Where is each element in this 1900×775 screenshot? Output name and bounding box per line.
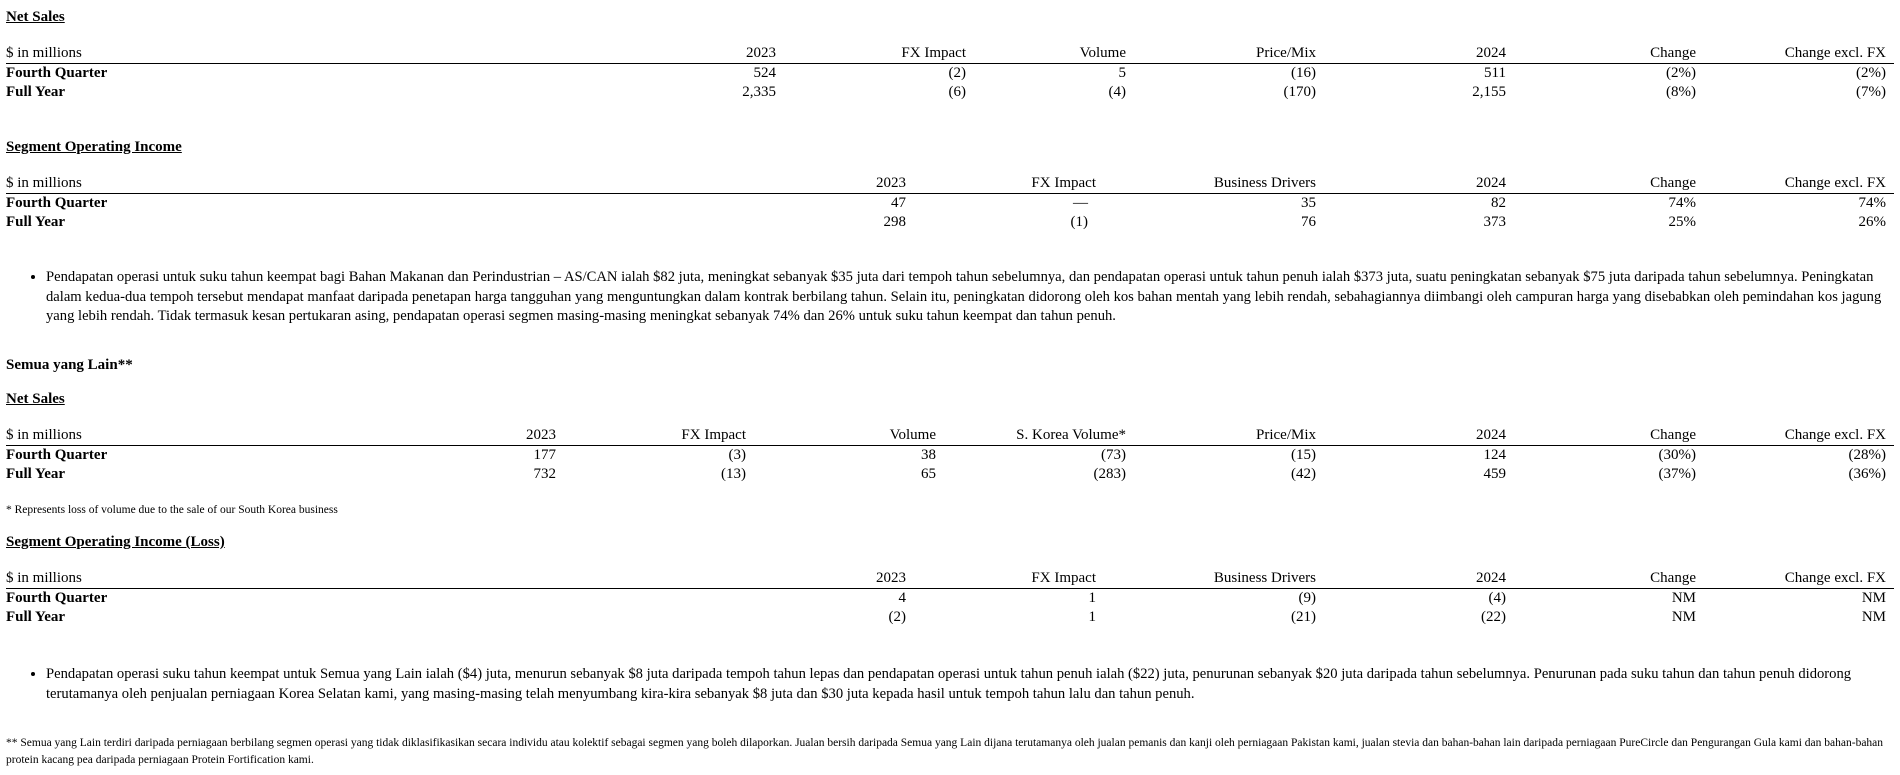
table-cell: (2) <box>948 65 966 81</box>
table-cell: 1 <box>1088 609 1096 625</box>
column-header: 2024 <box>1324 44 1514 64</box>
column-header: Change <box>1514 426 1704 446</box>
table-cell: 35 <box>1301 195 1316 211</box>
table-cell: (283) <box>1093 466 1126 482</box>
table-cell: 373 <box>1483 214 1506 230</box>
table-cell: (13) <box>721 466 746 482</box>
table-cell: 74% <box>1668 195 1696 211</box>
column-header: 2024 <box>1324 174 1514 194</box>
column-header: 2023 <box>664 44 784 64</box>
table-cell: 298 <box>883 214 906 230</box>
table-cell: 2,335 <box>742 84 776 100</box>
table-row <box>6 64 1894 84</box>
table-cell: (73) <box>1101 447 1126 463</box>
others-operating-income-title: Segment Operating Income (Loss) <box>6 534 225 550</box>
column-header: FX Impact <box>564 426 754 446</box>
table-row <box>6 465 1894 484</box>
table-row <box>6 213 1894 232</box>
bullet-text: • Pendapatan operasi untuk suku tahun keempat bagi Bahan Makanan dan Perindustrian – AS/CAN ialah $82 juta, meningkat sebanyak $35 juta dari tempoh tahun sebelumnya, dan pendapatan operasi untuk tahun penuh ialah $373 juta, suatu peningkatan sebanyak $75 juta daripada tahun sebelumnya. Peningkatan dalam kedua-dua tempoh tersebut mendapat manfaat daripada penetapan harga tangguhan yang menguntungkan dalam kontrak berbilang tahun. Selain itu, peningkatan didorong oleh kos bahan mentah yang lebih rendah, sebahagiannya diimbangi oleh campuran harga yang disebabkan oleh pemindahan kos jagung yang lebih rendah. Tidak termasuk kesan pertukaran asing, pendapatan operasi segmen masing-masing meningkat sebanyak 74% dan 26% untuk suku tahun keempat dan tahun penuh. <box>46 268 1884 327</box>
others-net-sales-table <box>6 426 1894 484</box>
table-cell: (3) <box>728 447 746 463</box>
row-label: Fourth Quarter <box>6 195 108 211</box>
table-cell: 82 <box>1491 195 1506 211</box>
column-header: Business Drivers <box>1104 569 1324 589</box>
table-cell: (2%) <box>1666 65 1696 81</box>
south-korea-note: * Represents loss of volume due to the sale of our South Korea business <box>6 504 338 516</box>
table-row <box>6 608 1894 627</box>
table-cell: 524 <box>753 65 776 81</box>
table-cell: (42) <box>1291 466 1316 482</box>
table-cell: 459 <box>1483 466 1506 482</box>
column-header: Business Drivers <box>1104 174 1324 194</box>
table-cell: (6) <box>948 84 966 100</box>
table-cell: (36%) <box>1848 466 1886 482</box>
table-cell: (37%) <box>1658 466 1696 482</box>
column-header: Change excl. FX <box>1704 44 1894 64</box>
table-cell: 1 <box>1088 590 1096 606</box>
table-cell: NM <box>1671 609 1696 625</box>
column-header: Price/Mix <box>1134 426 1324 446</box>
column-header: $ in millions <box>6 426 444 446</box>
net-sales-table <box>6 44 1894 102</box>
table-cell: 76 <box>1301 214 1316 230</box>
column-header: 2023 <box>794 174 914 194</box>
table-cell: 177 <box>533 447 556 463</box>
others-footnote: ** Semua yang Lain terdiri daripada perniagaan berbilang segmen operasi yang tidak diklasifikasikan secara individu atau kolektif sebagai segmen yang boleh dilaporkan. Jualan bersih daripada Semua yang Lain dijana terutamanya oleh jualan pemanis dan kanji oleh perniagaan Pakistan kami, jualan stevia dan bahan-bahan lain daripada perniagaan PureCircle dan Pengurangan Gula kami dan bahan-bahan protein kacang pea daripada perniagaan Protein Fortification kami. <box>6 737 1884 766</box>
column-header: FX Impact <box>914 569 1104 589</box>
table-header-row <box>6 44 1894 64</box>
table-cell: NM <box>1671 590 1696 606</box>
table-cell: (4) <box>1108 84 1126 100</box>
table-header-row <box>6 174 1894 194</box>
column-header: Change excl. FX <box>1704 569 1894 589</box>
segment-operating-income-title: Segment Operating Income <box>6 139 182 155</box>
table-cell: (4) <box>1488 590 1506 606</box>
commentary-bullet-2 <box>26 665 1884 704</box>
column-header: $ in millions <box>6 44 664 64</box>
table-row <box>6 589 1894 609</box>
row-label: Full Year <box>6 466 66 482</box>
bullet-text: • Pendapatan operasi suku tahun keempat untuk Semua yang Lain ialah ($4) juta, menurun sebanyak $8 juta daripada tempoh tahun lepas dan pendapatan operasi untuk tahun penuh ialah ($22) juta, penurunan sebanyak $20 juta daripada tahun sebelumnya. Penurunan pada suku tahun dan tahun penuh didorong terutamanya oleh penjualan perniagaan Korea Selatan kami, yang masing-masing telah menyumbang kira-kira sebanyak $8 juta dan $30 juta kepada hasil untuk tempoh tahun lalu dan tahun penuh. <box>46 665 1884 704</box>
row-label: Fourth Quarter <box>6 447 108 463</box>
column-header: S. Korea Volume* <box>944 426 1134 446</box>
column-header: Change excl. FX <box>1704 174 1894 194</box>
table-cell: (15) <box>1291 447 1316 463</box>
others-section-title: Semua yang Lain** <box>6 357 133 373</box>
column-header: Change excl. FX <box>1704 426 1894 446</box>
table-cell: 47 <box>891 195 906 211</box>
column-header: $ in millions <box>6 569 794 589</box>
table-cell: (16) <box>1291 65 1316 81</box>
segment-operating-income-table <box>6 174 1894 232</box>
column-header: FX Impact <box>784 44 974 64</box>
column-header: 2024 <box>1324 426 1514 446</box>
table-row <box>6 194 1894 214</box>
table-cell: 25% <box>1668 214 1696 230</box>
column-header: 2023 <box>444 426 564 446</box>
row-label: Fourth Quarter <box>6 65 108 81</box>
table-cell: (170) <box>1283 84 1316 100</box>
table-cell: 38 <box>921 447 936 463</box>
table-cell: (22) <box>1481 609 1506 625</box>
row-label: Full Year <box>6 214 66 230</box>
table-cell: 732 <box>533 466 556 482</box>
column-header: Volume <box>754 426 944 446</box>
table-cell: 5 <box>1118 65 1126 81</box>
column-header: Volume <box>974 44 1134 64</box>
table-cell: 74% <box>1858 195 1886 211</box>
table-cell: 124 <box>1483 447 1506 463</box>
table-cell: (1) <box>1070 214 1088 230</box>
column-header: $ in millions <box>6 174 794 194</box>
column-header: 2023 <box>794 569 914 589</box>
row-label: Full Year <box>6 609 66 625</box>
table-cell: 2,155 <box>1472 84 1506 100</box>
table-cell: 4 <box>898 590 906 606</box>
table-cell: (30%) <box>1658 447 1696 463</box>
table-cell: 65 <box>921 466 936 482</box>
others-operating-income-table <box>6 569 1894 627</box>
table-cell: (2) <box>888 609 906 625</box>
table-row <box>6 446 1894 466</box>
table-cell: NM <box>1861 590 1886 606</box>
table-cell: — <box>1073 195 1088 211</box>
column-header: Change <box>1514 569 1704 589</box>
column-header: Change <box>1514 174 1704 194</box>
table-cell: (28%) <box>1848 447 1886 463</box>
others-net-sales-title: Net Sales <box>6 391 65 407</box>
table-cell: NM <box>1861 609 1886 625</box>
column-header: 2024 <box>1324 569 1514 589</box>
table-header-row <box>6 426 1894 446</box>
table-cell: 26% <box>1858 214 1886 230</box>
table-cell: (7%) <box>1856 84 1886 100</box>
table-cell: 511 <box>1484 65 1506 81</box>
table-cell: (8%) <box>1666 84 1696 100</box>
table-cell: (21) <box>1291 609 1316 625</box>
row-label: Fourth Quarter <box>6 590 108 606</box>
table-cell: (9) <box>1298 590 1316 606</box>
net-sales-title: Net Sales <box>6 9 65 25</box>
commentary-bullet-1 <box>26 268 1884 327</box>
row-label: Full Year <box>6 84 66 100</box>
table-cell: (2%) <box>1856 65 1886 81</box>
table-header-row <box>6 569 1894 589</box>
column-header: Change <box>1514 44 1704 64</box>
column-header: FX Impact <box>914 174 1104 194</box>
table-row <box>6 83 1894 102</box>
column-header: Price/Mix <box>1134 44 1324 64</box>
